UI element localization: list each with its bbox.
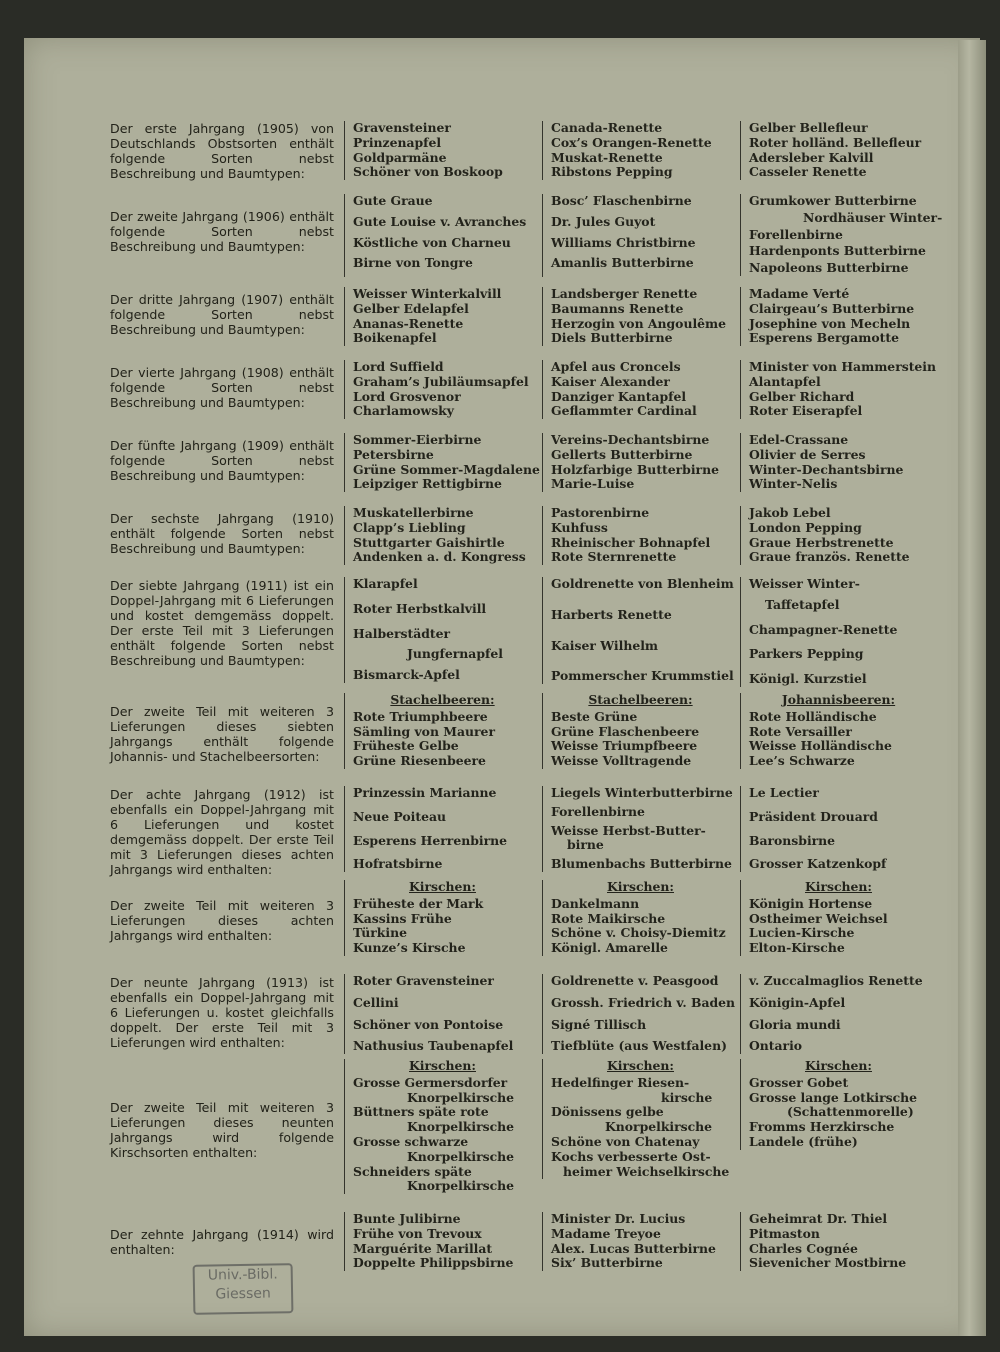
- variety-item: Gelber Edelapfel: [353, 300, 469, 316]
- variety-item: Dr. Jules Guyot: [551, 213, 656, 229]
- variety-column-2: [542, 785, 733, 872]
- variety-item: Andenken a. d. Kongress: [353, 549, 526, 565]
- variety-item: Nordhäuser Winter-: [803, 209, 943, 225]
- section-label: Der achte Jahrgang (1912) ist ebenfalls ein Doppel-Jahrgang mit 6 Lieferungen und kostet demgemäss doppelt. Der erste Teil mit 3 Lieferungen dieses achten Jahrgangs wird enthalten:: [110, 787, 334, 877]
- variety-item: Harberts Renette: [551, 606, 672, 622]
- variety-item: Sommer-Eierbirne: [353, 432, 482, 447]
- variety-item: Minister Dr. Lucius: [551, 1211, 686, 1226]
- variety-item: Amanlis Butterbirne: [551, 255, 694, 271]
- variety-item: Grossh. Friedrich v. Baden: [551, 994, 736, 1010]
- variety-column-3: [740, 577, 928, 687]
- variety-item: Kaiser Alexander: [551, 373, 670, 389]
- variety-item: v. Zuccalmaglios Renette: [749, 973, 923, 988]
- variety-item: Goldparmäne: [353, 149, 447, 165]
- variety-item: Kaiser Wilhelm: [551, 637, 659, 653]
- variety-item: Roter Gravensteiner: [353, 973, 494, 988]
- variety-item: Klarapfel: [353, 576, 418, 591]
- variety-column-3: [740, 786, 928, 872]
- variety-item: Rheinischer Bohnapfel: [551, 534, 711, 550]
- variety-item: Signé Tillisch: [551, 1016, 647, 1032]
- variety-item: Forellenbirne: [551, 803, 645, 819]
- variety-column-2: [542, 121, 730, 180]
- section-label: Der zweite Jahrgang (1906) enthält folgende Sorten nebst Beschreibung und Baumtypen:: [110, 209, 334, 254]
- variety-item: Grüne Sommer-Magdalene: [353, 461, 540, 477]
- column-heading: Kirschen:: [805, 1058, 872, 1073]
- variety-column-1: [344, 194, 532, 277]
- variety-column-2: [542, 1212, 730, 1271]
- variety-item: heimer Weichselkirsche: [563, 1163, 730, 1179]
- variety-item: Ribstons Pepping: [551, 164, 673, 180]
- variety-item: Clairgeau’s Butterbirne: [749, 300, 915, 316]
- variety-item: Cellini: [353, 994, 399, 1010]
- variety-column-2: [542, 693, 730, 769]
- variety-item: Jakob Lebel: [749, 505, 831, 520]
- variety-column-2: [542, 287, 730, 346]
- variety-item: Esperens Bergamotte: [749, 330, 899, 346]
- variety-item: Charlamowsky: [353, 403, 454, 419]
- variety-item: Ostheimer Weichsel: [749, 910, 888, 926]
- variety-item: Josephine von Mecheln: [749, 315, 911, 331]
- variety-item: Sämling von Maurer: [353, 723, 495, 739]
- variety-item: (Schattenmorelle): [787, 1104, 914, 1120]
- variety-column-3: [740, 193, 943, 276]
- variety-item: Winter-Dechantsbirne: [749, 461, 904, 477]
- variety-item: Beste Grüne: [551, 708, 638, 724]
- variety-column-1: [344, 121, 532, 180]
- variety-item: Grosser Katzenkopf: [749, 856, 887, 872]
- variety-item: Herzogin von Angoulême: [551, 315, 727, 331]
- variety-item: Früheste der Mark: [353, 895, 484, 911]
- section-label: Der zweite Teil mit weiteren 3 Lieferungen dieses achten Jahrgangs wird enthalten:: [110, 898, 334, 943]
- variety-column-2: [542, 194, 730, 277]
- variety-column-2: [542, 576, 734, 684]
- variety-item: Marie-Luise: [551, 476, 635, 492]
- variety-item: Neue Poiteau: [353, 808, 447, 824]
- column-heading: Kirschen:: [607, 879, 674, 894]
- library-stamp: [193, 1263, 294, 1315]
- variety-column-1: [344, 360, 532, 419]
- variety-item: Six’ Butterbirne: [551, 1255, 663, 1271]
- variety-item: Präsident Drouard: [749, 808, 878, 824]
- variety-item: Königin-Apfel: [749, 994, 846, 1010]
- variety-item: Landele (frühe): [749, 1133, 858, 1149]
- variety-item: Halberstädter: [353, 625, 451, 641]
- variety-item: Birne von Tongre: [353, 255, 473, 271]
- section-label: Der siebte Jahrgang (1911) ist ein Doppel-Jahrgang mit 6 Lieferungen und kostet demgemäss doppelt. Der erste Teil mit 3 Lieferungen enthält folgende Sorten nebst Beschreibung und Baumtypen:: [110, 578, 334, 668]
- variety-column-3: [740, 974, 928, 1054]
- variety-item: Goldrenette von Blenheim: [551, 576, 734, 591]
- variety-item: Sievenicher Mostbirne: [749, 1255, 907, 1271]
- variety-column-2: [542, 433, 730, 492]
- variety-item: Früheste Gelbe: [353, 738, 459, 754]
- variety-item: Doppelte Philippsbirne: [353, 1255, 514, 1271]
- variety-item: Muskat-Renette: [551, 149, 663, 165]
- variety-item: Parkers Pepping: [749, 646, 864, 662]
- variety-item: Frühe von Trevoux: [353, 1225, 482, 1241]
- variety-item: Esperens Herrenbirne: [353, 832, 508, 848]
- variety-item: Holzfarbige Butterbirne: [551, 461, 719, 477]
- variety-item: Weisser Winterkalvill: [353, 286, 502, 301]
- variety-item: Rote Holländische: [749, 708, 877, 724]
- variety-item: Gellerts Butterbirne: [551, 446, 693, 462]
- variety-item: London Pepping: [749, 519, 862, 535]
- variety-item: Hedelfinger Riesen-: [551, 1074, 690, 1090]
- column-heading: Stachelbeeren:: [390, 692, 495, 707]
- variety-item: Gute Louise v. Avranches: [353, 213, 527, 229]
- variety-item: Königin Hortense: [749, 895, 873, 911]
- variety-item: Weisse Triumpfbeere: [551, 738, 698, 754]
- variety-item: Grosser Gobet: [749, 1074, 849, 1090]
- variety-item: Gravensteiner: [353, 120, 451, 135]
- variety-item: Liegels Winterbutterbirne: [551, 785, 733, 800]
- variety-item: Rote Sternrenette: [551, 549, 677, 565]
- variety-item: Alex. Lucas Butterbirne: [551, 1240, 716, 1256]
- variety-column-3: [740, 359, 937, 419]
- variety-item: Alantapfel: [749, 373, 821, 389]
- variety-item: Roter Herbstkalvill: [353, 600, 487, 616]
- variety-item: Königl. Amarelle: [551, 940, 668, 956]
- section-label: Der zweite Teil mit weiteren 3 Lieferungen dieses neunten Jahrgangs wird folgende Kirschsorten enthalten:: [110, 1100, 334, 1160]
- variety-item: Schöne von Chatenay: [551, 1133, 700, 1149]
- variety-item: Pastorenbirne: [551, 505, 650, 520]
- variety-item: Gelber Richard: [749, 388, 855, 404]
- variety-item: Williams Christbirne: [551, 234, 696, 250]
- variety-item: Prinzenapfel: [353, 134, 442, 150]
- section-label: Der neunte Jahrgang (1913) ist ebenfalls ein Doppel-Jahrgang mit 6 Lieferungen u. kostet gleichfalls doppelt. Der erste Teil mit 3 Lieferungen wird enthalten:: [110, 975, 334, 1050]
- variety-item: Grosse Germersdorfer: [353, 1074, 508, 1090]
- variety-item: Grosse schwarze: [353, 1133, 469, 1149]
- variety-item: Apfel aus Croncels: [551, 359, 681, 374]
- variety-item: Elton-Kirsche: [749, 940, 845, 956]
- variety-column-3: [740, 693, 928, 769]
- variety-item: Minister von Hammerstein: [749, 359, 937, 374]
- variety-item: Knorpelkirsche: [407, 1089, 515, 1105]
- variety-item: Casseler Renette: [749, 164, 867, 180]
- variety-item: Schöne v. Choisy-Diemitz: [551, 925, 726, 941]
- variety-item: Ananas-Renette: [353, 315, 464, 331]
- variety-item: Gute Graue: [353, 193, 433, 208]
- variety-item: Tiefblüte (aus Westfalen): [551, 1038, 727, 1054]
- variety-item: Hardenponts Butterbirne: [749, 243, 926, 259]
- variety-column-2: [542, 506, 730, 565]
- variety-column-2: [542, 1059, 730, 1179]
- variety-item: Cox’s Orangen-Renette: [551, 134, 712, 150]
- variety-item: Büttners späte rote: [353, 1104, 489, 1120]
- column-heading: Kirschen:: [607, 1058, 674, 1073]
- variety-item: Muskatellerbirne: [353, 505, 474, 520]
- variety-item: Türkine: [353, 925, 407, 941]
- variety-item: Le Lectier: [749, 785, 819, 800]
- variety-column-1: [344, 1059, 532, 1194]
- variety-column-3: [740, 880, 928, 956]
- stamp-line: Giessen: [215, 1285, 271, 1303]
- variety-item: Grumkower Butterbirne: [749, 193, 917, 208]
- column-heading: Johannisbeeren:: [781, 692, 896, 707]
- section-label: Der zehnte Jahrgang (1914) wird enthalten:: [110, 1227, 334, 1257]
- variety-item: Stuttgarter Gaishirtle: [353, 534, 505, 550]
- variety-column-1: [344, 577, 532, 683]
- variety-item: Canada-Renette: [551, 120, 663, 135]
- variety-item: Roter Eiserapfel: [749, 403, 863, 419]
- variety-column-3: [740, 1059, 928, 1150]
- variety-item: Baumanns Renette: [551, 300, 684, 316]
- section-label: Der vierte Jahrgang (1908) enthält folgende Sorten nebst Beschreibung und Baumtypen:: [110, 365, 334, 410]
- variety-item: Pommerscher Krummstiel: [551, 668, 734, 684]
- variety-item: Bunte Julibirne: [353, 1211, 461, 1226]
- variety-item: Weisse Volltragende: [551, 753, 692, 769]
- variety-item: Goldrenette v. Peasgood: [551, 973, 719, 988]
- variety-item: Baronsbirne: [749, 832, 836, 848]
- variety-column-3: [740, 433, 928, 492]
- variety-item: Hofratsbirne: [353, 856, 443, 872]
- variety-column-1: [344, 287, 532, 346]
- variety-item: Adersleber Kalvill: [749, 149, 874, 165]
- variety-item: Lucien-Kirsche: [749, 925, 855, 941]
- section-label: Der dritte Jahrgang (1907) enthält folgende Sorten nebst Beschreibung und Baumtypen:: [110, 292, 334, 337]
- variety-item: Geflammter Cardinal: [551, 403, 697, 419]
- variety-item: Taffetapfel: [765, 596, 840, 612]
- variety-column-3: [740, 121, 928, 180]
- variety-item: Knorpelkirsche: [407, 1148, 515, 1164]
- variety-item: Ontario: [749, 1038, 803, 1054]
- variety-item: Königl. Kurzstiel: [749, 671, 867, 687]
- variety-column-1: [344, 506, 532, 565]
- variety-item: Madame Treyoe: [551, 1225, 661, 1241]
- variety-column-3: [740, 1212, 928, 1271]
- variety-item: Bosc’ Flaschenbirne: [551, 193, 692, 208]
- variety-item: Leipziger Rettigbirne: [353, 476, 502, 492]
- variety-column-3: [740, 506, 928, 565]
- variety-item: Blumenbachs Butterbirne: [551, 856, 732, 872]
- variety-item: Dönissens gelbe: [551, 1104, 664, 1120]
- variety-item: Marguérite Marillat: [353, 1240, 493, 1256]
- variety-column-1: [344, 974, 532, 1054]
- variety-column-3: [740, 287, 928, 346]
- variety-item: Graue französ. Renette: [749, 549, 910, 565]
- variety-item: Jungfernapfel: [407, 646, 503, 662]
- variety-item: Dankelmann: [551, 895, 640, 911]
- variety-item: Knorpelkirsche: [605, 1119, 713, 1135]
- variety-item: Clapp’s Liebling: [353, 519, 466, 535]
- variety-column-2: [542, 973, 736, 1054]
- variety-item: Rote Maikirsche: [551, 910, 666, 926]
- page-edge: [958, 40, 986, 1336]
- variety-item: Grüne Flaschenbeere: [551, 723, 700, 739]
- variety-item: Schneiders späte: [353, 1163, 472, 1179]
- variety-item: Köstliche von Charneu: [353, 234, 511, 250]
- variety-item: Weisse Herbst-Butter-: [551, 822, 706, 838]
- variety-item: Knorpelkirsche: [407, 1119, 515, 1135]
- section-label: Der zweite Teil mit weiteren 3 Lieferungen dieses siebten Jahrgangs enthält folgende Johannis- und Stachelbeersorten:: [110, 704, 334, 764]
- variety-item: Grüne Riesenbeere: [353, 753, 486, 769]
- variety-column-1: [344, 1212, 532, 1271]
- variety-item: Schöner von Pontoise: [353, 1016, 504, 1032]
- variety-item: Pitmaston: [749, 1225, 820, 1241]
- stamp-line: Univ.-Bibl.: [207, 1266, 278, 1284]
- variety-item: Kassins Frühe: [353, 910, 452, 926]
- variety-item: Weisser Winter-: [749, 576, 860, 591]
- variety-item: Gelber Bellefleur: [749, 120, 868, 135]
- variety-item: Charles Cognée: [749, 1240, 858, 1256]
- variety-item: Fromms Herzkirsche: [749, 1119, 895, 1135]
- variety-item: Nathusius Taubenapfel: [353, 1038, 514, 1054]
- variety-item: Champagner-Renette: [749, 621, 898, 637]
- variety-item: Lee’s Schwarze: [749, 753, 855, 769]
- variety-item: Forellenbirne: [749, 226, 843, 242]
- section-label: Der fünfte Jahrgang (1909) enthält folgende Sorten nebst Beschreibung und Baumtypen:: [110, 438, 334, 483]
- variety-item: Lord Suffield: [353, 359, 444, 374]
- variety-item: Kochs verbesserte Ost-: [551, 1148, 711, 1164]
- variety-item: Gloria mundi: [749, 1016, 841, 1032]
- column-heading: Stachelbeeren:: [588, 692, 693, 707]
- variety-item: Schöner von Boskoop: [353, 164, 503, 180]
- variety-item: Bismarck-Apfel: [353, 667, 460, 683]
- variety-item: Petersbirne: [353, 446, 434, 462]
- variety-item: Roter holländ. Bellefleur: [749, 134, 922, 150]
- variety-item: Olivier de Serres: [749, 446, 866, 462]
- variety-item: Edel-Crassane: [749, 432, 849, 447]
- variety-item: Diels Butterbirne: [551, 330, 673, 346]
- variety-item: Landsberger Renette: [551, 286, 698, 301]
- variety-item: Knorpelkirsche: [407, 1178, 515, 1194]
- variety-item: Geheimrat Dr. Thiel: [749, 1211, 888, 1226]
- variety-column-1: [344, 880, 532, 956]
- variety-item: Winter-Nelis: [749, 476, 838, 492]
- column-heading: Kirschen:: [409, 1058, 476, 1073]
- variety-item: Weisse Holländische: [749, 738, 892, 754]
- variety-item: Vereins-Dechantsbirne: [551, 432, 710, 447]
- variety-item: Prinzessin Marianne: [353, 785, 497, 800]
- variety-item: Boikenapfel: [353, 330, 437, 346]
- variety-item: Kuhfuss: [551, 519, 608, 535]
- section-label: Der erste Jahrgang (1905) von Deutschlands Obstsorten enthält folgende Sorten nebst Beschreibung und Baumtypen:: [110, 121, 334, 181]
- variety-column-2: [542, 360, 730, 419]
- variety-column-1: [344, 786, 532, 872]
- variety-item: Graue Herbstrenette: [749, 534, 894, 550]
- column-heading: Kirschen:: [805, 879, 872, 894]
- variety-item: kirsche: [661, 1089, 713, 1105]
- variety-item: Lord Grosvenor: [353, 388, 461, 404]
- variety-item: Napoleons Butterbirne: [749, 260, 909, 276]
- variety-item: Madame Verté: [749, 286, 850, 301]
- variety-column-1: [344, 693, 532, 769]
- variety-item: Rote Versailler: [749, 723, 852, 739]
- variety-item: Rote Triumphbeere: [353, 708, 488, 724]
- variety-item: Grosse lange Lotkirsche: [749, 1089, 918, 1105]
- variety-item: Graham’s Jubiläumsapfel: [353, 373, 529, 389]
- variety-item: Danziger Kantapfel: [551, 388, 687, 404]
- variety-column-2: [542, 880, 730, 956]
- section-label: Der sechste Jahrgang (1910) enthält folgende Sorten nebst Beschreibung und Baumtypen:: [110, 511, 334, 556]
- variety-column-1: [344, 432, 540, 492]
- variety-item: Kunze’s Kirsche: [353, 940, 466, 956]
- column-heading: Kirschen:: [409, 879, 476, 894]
- variety-item: birne: [567, 837, 604, 853]
